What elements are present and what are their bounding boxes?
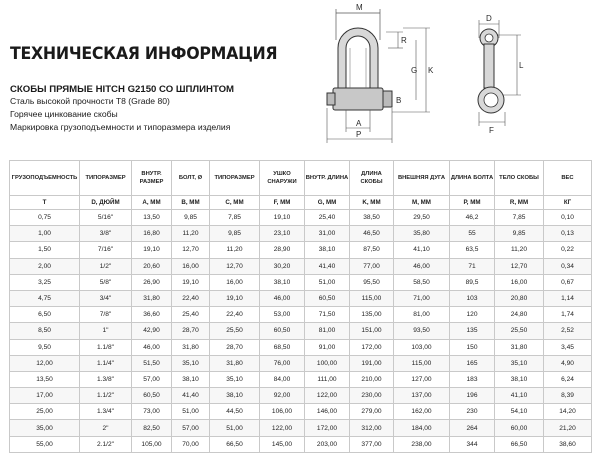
table-cell: 66,50: [210, 436, 260, 452]
table-cell: 0,10: [544, 210, 592, 226]
table-cell: 60,00: [495, 420, 544, 436]
table-cell: 7,85: [210, 210, 260, 226]
table-cell: 41,10: [495, 388, 544, 404]
table-cell: 38,60: [544, 436, 592, 452]
table-cell: 4,75: [10, 290, 80, 306]
col-header: ВНУТР. РАЗМЕР: [132, 161, 172, 196]
table-cell: 3/8": [80, 226, 132, 242]
table-cell: 12,70: [495, 258, 544, 274]
table-cell: 9,50: [10, 339, 80, 355]
table-cell: 8,50: [10, 323, 80, 339]
table-cell: 87,50: [350, 242, 394, 258]
table-cell: 3,25: [10, 274, 80, 290]
col-header: ВЕС: [544, 161, 592, 196]
table-cell: 28,90: [260, 242, 305, 258]
dim-label-p: P: [356, 130, 362, 139]
unit-cell: F, MM: [260, 196, 305, 210]
unit-cell: G, MM: [305, 196, 350, 210]
table-cell: 12,70: [210, 258, 260, 274]
table-cell: 25,40: [305, 210, 350, 226]
table-cell: 36,60: [132, 307, 172, 323]
table-row: [10, 274, 592, 290]
table-cell: 20,60: [132, 258, 172, 274]
table-cell: 31,00: [305, 226, 350, 242]
table-cell: 2.1/2": [80, 436, 132, 452]
table-cell: 6,24: [544, 371, 592, 387]
table-cell: 19,10: [132, 242, 172, 258]
table-row: [10, 371, 592, 387]
dim-label-k: K: [428, 66, 434, 75]
col-header: ТИПОРАЗМЕР: [210, 161, 260, 196]
table-cell: 150: [450, 339, 495, 355]
table-cell: 84,00: [260, 371, 305, 387]
table-cell: 111,00: [305, 371, 350, 387]
table-cell: 115,00: [350, 290, 394, 306]
table-cell: 68,50: [260, 339, 305, 355]
dim-label-b: B: [396, 96, 402, 105]
table-cell: 145,00: [260, 436, 305, 452]
table-cell: 2,00: [10, 258, 80, 274]
table-cell: 1/2": [80, 258, 132, 274]
table-cell: 51,00: [210, 420, 260, 436]
table-row: [10, 355, 592, 371]
table-row: [10, 436, 592, 452]
table-cell: 146,00: [305, 404, 350, 420]
table-cell: 135,00: [350, 307, 394, 323]
table-cell: 41,10: [394, 242, 450, 258]
dim-label-l: L: [519, 61, 524, 70]
table-cell: 38,10: [260, 274, 305, 290]
table-cell: 35,10: [172, 355, 210, 371]
table-cell: 238,00: [394, 436, 450, 452]
table-cell: 54,10: [495, 404, 544, 420]
shackle-front-drawing: [318, 0, 443, 145]
table-cell: 35,10: [210, 371, 260, 387]
table-cell: 19,10: [260, 210, 305, 226]
table-cell: 23,10: [260, 226, 305, 242]
table-cell: 183: [450, 371, 495, 387]
table-cell: 13,50: [10, 371, 80, 387]
table-cell: 377,00: [350, 436, 394, 452]
table-cell: 6,50: [10, 307, 80, 323]
table-cell: 38,50: [350, 210, 394, 226]
table-cell: 46,00: [132, 339, 172, 355]
table-cell: 1,14: [544, 290, 592, 306]
unit-cell: M, MM: [394, 196, 450, 210]
table-cell: 230,00: [350, 388, 394, 404]
table-cell: 5/16": [80, 210, 132, 226]
table-cell: 70,00: [172, 436, 210, 452]
table-cell: 2,52: [544, 323, 592, 339]
table-cell: 22,40: [210, 307, 260, 323]
table-row: [10, 226, 592, 242]
table-cell: 0,75: [10, 210, 80, 226]
table-cell: 35,00: [10, 420, 80, 436]
info-line-coating: Горячее цинкование скобы: [10, 109, 118, 119]
unit-cell: P, MM: [450, 196, 495, 210]
table-cell: 71,50: [305, 307, 350, 323]
table-cell: 105,00: [132, 436, 172, 452]
col-header: ВНЕШНЯЯ ДУГА: [394, 161, 450, 196]
table-cell: 172,00: [350, 339, 394, 355]
table-cell: 57,00: [132, 371, 172, 387]
table-cell: 127,00: [394, 371, 450, 387]
table-cell: 81,00: [394, 307, 450, 323]
table-cell: 51,50: [132, 355, 172, 371]
dim-label-r: R: [401, 36, 407, 45]
table-cell: 71,00: [394, 290, 450, 306]
specs-table: [9, 160, 592, 453]
table-cell: 71: [450, 258, 495, 274]
table-cell: 91,00: [305, 339, 350, 355]
table-cell: 46,2: [450, 210, 495, 226]
table-cell: 66,50: [495, 436, 544, 452]
dim-label-d: D: [486, 14, 492, 23]
table-cell: 81,00: [305, 323, 350, 339]
table-cell: 264: [450, 420, 495, 436]
table-cell: 165: [450, 355, 495, 371]
table-cell: 38,10: [495, 371, 544, 387]
table-cell: 21,20: [544, 420, 592, 436]
table-cell: 1.1/8": [80, 339, 132, 355]
table-cell: 2": [80, 420, 132, 436]
table-cell: 115,00: [394, 355, 450, 371]
table-cell: 1.3/8": [80, 371, 132, 387]
dim-label-f: F: [489, 126, 494, 135]
table-cell: 35,80: [394, 226, 450, 242]
table-cell: 196: [450, 388, 495, 404]
table-cell: 95,50: [350, 274, 394, 290]
table-cell: 172,00: [305, 420, 350, 436]
table-cell: 122,00: [305, 388, 350, 404]
table-cell: 11,20: [495, 242, 544, 258]
table-cell: 1.1/4": [80, 355, 132, 371]
table-cell: 19,10: [172, 274, 210, 290]
table-row: [10, 210, 592, 226]
table-cell: 60,50: [305, 290, 350, 306]
table-cell: 4,90: [544, 355, 592, 371]
table-row: [10, 404, 592, 420]
table-cell: 25,50: [495, 323, 544, 339]
page-title: ТЕХНИЧЕСКАЯ ИНФОРМАЦИЯ: [10, 44, 278, 64]
unit-cell: R, MM: [495, 196, 544, 210]
col-header: БОЛТ, Ø: [172, 161, 210, 196]
table-cell: 51,00: [305, 274, 350, 290]
col-header: ДЛИНА БОЛТА: [450, 161, 495, 196]
table-cell: 9,85: [172, 210, 210, 226]
table-cell: 0,13: [544, 226, 592, 242]
table-cell: 31,80: [172, 339, 210, 355]
table-cell: 38,10: [305, 242, 350, 258]
col-header: ГРУЗОПОДЪЕМНОСТЬ: [10, 161, 80, 196]
dim-label-m: M: [356, 3, 363, 12]
unit-cell: C, MM: [210, 196, 260, 210]
table-cell: 16,80: [132, 226, 172, 242]
table-cell: 230: [450, 404, 495, 420]
table-units-row: [10, 196, 592, 210]
info-line-steel: Сталь высокой прочности Т8 (Grade 80): [10, 96, 170, 106]
col-header: ТЕЛО СКОБЫ: [495, 161, 544, 196]
table-cell: 41,40: [305, 258, 350, 274]
dim-label-a: A: [356, 119, 362, 128]
table-cell: 42,90: [132, 323, 172, 339]
table-cell: 191,00: [350, 355, 394, 371]
unit-cell: КГ: [544, 196, 592, 210]
table-cell: 210,00: [350, 371, 394, 387]
table-cell: 60,50: [260, 323, 305, 339]
table-cell: 0,22: [544, 242, 592, 258]
table-row: [10, 258, 592, 274]
table-cell: 8,39: [544, 388, 592, 404]
table-cell: 14,20: [544, 404, 592, 420]
table-cell: 1.1/2": [80, 388, 132, 404]
table-cell: 3,45: [544, 339, 592, 355]
table-cell: 151,00: [350, 323, 394, 339]
table-row: [10, 290, 592, 306]
dim-label-g: G: [411, 66, 418, 75]
table-cell: 73,00: [132, 404, 172, 420]
table-cell: 76,00: [260, 355, 305, 371]
table-cell: 31,80: [210, 355, 260, 371]
table-cell: 38,10: [210, 388, 260, 404]
table-cell: 46,50: [350, 226, 394, 242]
table-cell: 35,10: [495, 355, 544, 371]
table-cell: 16,00: [210, 274, 260, 290]
table-cell: 106,00: [260, 404, 305, 420]
table-cell: 1.3/4": [80, 404, 132, 420]
table-cell: 89,5: [450, 274, 495, 290]
table-cell: 26,90: [132, 274, 172, 290]
unit-cell: A, MM: [132, 196, 172, 210]
table-cell: 11,20: [210, 242, 260, 258]
shackle-side-drawing: [457, 0, 587, 145]
table-cell: 60,50: [132, 388, 172, 404]
table-cell: 312,00: [350, 420, 394, 436]
table-cell: 13,50: [132, 210, 172, 226]
table-cell: 20,80: [495, 290, 544, 306]
table-cell: 1": [80, 323, 132, 339]
table-cell: 55,00: [10, 436, 80, 452]
table-cell: 44,50: [210, 404, 260, 420]
table-cell: 93,50: [394, 323, 450, 339]
table-cell: 11,20: [172, 226, 210, 242]
unit-cell: B, MM: [172, 196, 210, 210]
table-cell: 103: [450, 290, 495, 306]
table-cell: 19,10: [210, 290, 260, 306]
table-cell: 25,50: [210, 323, 260, 339]
table-header-row: [10, 161, 592, 196]
col-header: ВНУТР. ДЛИНА: [305, 161, 350, 196]
table-cell: 135: [450, 323, 495, 339]
table-row: [10, 242, 592, 258]
table-cell: 30,20: [260, 258, 305, 274]
table-cell: 103,00: [394, 339, 450, 355]
table-cell: 137,00: [394, 388, 450, 404]
table-cell: 9,85: [495, 226, 544, 242]
table-cell: 38,10: [172, 371, 210, 387]
table-cell: 12,00: [10, 355, 80, 371]
table-cell: 7/16": [80, 242, 132, 258]
table-cell: 100,00: [305, 355, 350, 371]
table-body: [10, 210, 592, 453]
table-cell: 3/4": [80, 290, 132, 306]
table-cell: 12,70: [172, 242, 210, 258]
table-cell: 58,50: [394, 274, 450, 290]
table-cell: 31,80: [495, 339, 544, 355]
table-cell: 46,00: [394, 258, 450, 274]
table-cell: 7/8": [80, 307, 132, 323]
table-row: [10, 420, 592, 436]
table-cell: 31,80: [132, 290, 172, 306]
table-cell: 25,00: [10, 404, 80, 420]
table-cell: 120: [450, 307, 495, 323]
unit-cell: D, ДЮЙМ: [80, 196, 132, 210]
table-row: [10, 323, 592, 339]
table-cell: 7,85: [495, 210, 544, 226]
table-cell: 29,50: [394, 210, 450, 226]
table-cell: 1,50: [10, 242, 80, 258]
table-cell: 92,00: [260, 388, 305, 404]
col-header: ТИПОРАЗМЕР: [80, 161, 132, 196]
table-cell: 55: [450, 226, 495, 242]
table-row: [10, 339, 592, 355]
table-cell: 25,40: [172, 307, 210, 323]
table-cell: 279,00: [350, 404, 394, 420]
table-cell: 82,50: [132, 420, 172, 436]
table-cell: 9,85: [210, 226, 260, 242]
table-cell: 51,00: [172, 404, 210, 420]
info-line-marking: Маркировка грузоподъемности и типоразмера изделия: [10, 122, 231, 132]
unit-cell: K, MM: [350, 196, 394, 210]
table-cell: 57,00: [172, 420, 210, 436]
col-header: ДЛИНА СКОБЫ: [350, 161, 394, 196]
table-cell: 53,00: [260, 307, 305, 323]
table-row: [10, 307, 592, 323]
table-cell: 77,00: [350, 258, 394, 274]
unit-cell: Т: [10, 196, 80, 210]
table-cell: 17,00: [10, 388, 80, 404]
table-cell: 162,00: [394, 404, 450, 420]
table-cell: 203,00: [305, 436, 350, 452]
table-cell: 63,5: [450, 242, 495, 258]
table-cell: 41,40: [172, 388, 210, 404]
table-cell: 24,80: [495, 307, 544, 323]
table-cell: 1,00: [10, 226, 80, 242]
table-cell: 28,70: [172, 323, 210, 339]
table-cell: 28,70: [210, 339, 260, 355]
table-cell: 1,74: [544, 307, 592, 323]
table-cell: 184,00: [394, 420, 450, 436]
table-cell: 46,00: [260, 290, 305, 306]
table-cell: 0,67: [544, 274, 592, 290]
table-cell: 5/8": [80, 274, 132, 290]
table-cell: 122,00: [260, 420, 305, 436]
table-cell: 344: [450, 436, 495, 452]
table-row: [10, 388, 592, 404]
table-cell: 16,00: [172, 258, 210, 274]
product-title: СКОБЫ ПРЯМЫЕ HITCH G2150 СО ШПЛИНТОМ: [10, 84, 235, 95]
table-cell: 0,34: [544, 258, 592, 274]
table-cell: 22,40: [172, 290, 210, 306]
table-cell: 16,00: [495, 274, 544, 290]
col-header: УШКО СНАРУЖИ: [260, 161, 305, 196]
